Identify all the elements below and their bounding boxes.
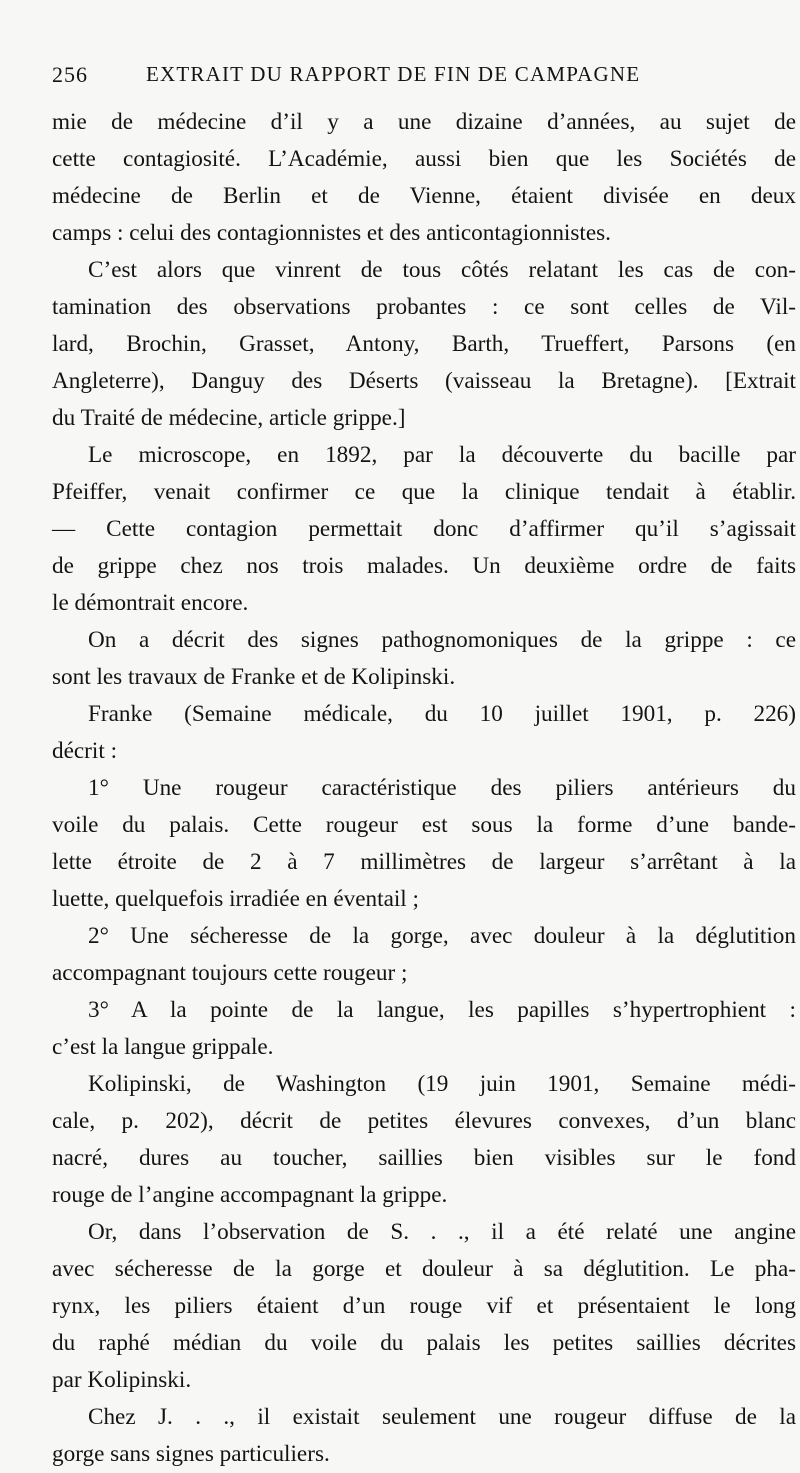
text-line: Franke (Semaine médicale, du 10 juillet 1901, p. 226) — [88, 701, 796, 727]
page-number: 256 — [52, 62, 88, 87]
text-line: décrit : — [52, 738, 118, 764]
text-line: Kolipinski, de Washington (19 juin 1901, Semaine médi- — [88, 1071, 796, 1097]
text-line: accompagnant toujours cette rougeur ; — [52, 960, 408, 986]
running-title: EXTRAIT DU RAPPORT DE FIN DE CAMPAGNE — [146, 62, 641, 86]
text-line: médecine de Berlin et de Vienne, étaient divisée en deux — [52, 183, 796, 209]
text-line: rouge de l’angine accompagnant la grippe. — [52, 1182, 448, 1208]
text-line: cette contagiosité. L’Académie, aussi bien que les Sociétés de — [52, 146, 796, 172]
page-header — [52, 62, 792, 92]
text-line: 2° Une sécheresse de la gorge, avec douleur à la déglutition — [88, 923, 796, 949]
text-line: On a décrit des signes pathognomoniques de la grippe : ce — [88, 627, 796, 653]
text-line: du Traité de médecine, article grippe.] — [52, 405, 406, 431]
text-line: gorge sans signes particuliers. — [52, 1441, 330, 1467]
text-line: rynx, les piliers étaient d’un rouge vif et présentaient le long — [52, 1293, 796, 1319]
text-line: voile du palais. Cette rougeur est sous la forme d’une bande- — [52, 812, 796, 838]
text-line: Angleterre), Danguy des Déserts (vaisseau la Bretagne). [Extrait — [52, 368, 796, 394]
text-line: tamination des observations probantes : ce sont celles de Vil- — [52, 294, 796, 320]
text-line: — Cette contagion permettait donc d’affirmer qu’il s’agissait — [52, 516, 796, 542]
text-line: du raphé médian du voile du palais les petites saillies décrites — [52, 1330, 796, 1356]
text-line: 1° Une rougeur caractéristique des piliers antérieurs du — [88, 775, 796, 801]
text-line: C’est alors que vinrent de tous côtés relatant les cas de con- — [88, 257, 796, 283]
text-line: Pfeiffer, venait confirmer ce que la clinique tendait à établir. — [52, 479, 796, 505]
text-line: Chez J. . ., il existait seulement une rougeur diffuse de la — [88, 1404, 796, 1430]
text-line: nacré, dures au toucher, saillies bien visibles sur le fond — [52, 1145, 796, 1171]
body-text — [52, 104, 796, 1473]
text-line: 3° A la pointe de la langue, les papilles s’hypertrophient : — [88, 997, 796, 1023]
text-line: par Kolipinski. — [52, 1367, 192, 1393]
text-line: cale, p. 202), décrit de petites élevures convexes, d’un blanc — [52, 1108, 796, 1134]
text-line: avec sécheresse de la gorge et douleur à sa déglutition. Le pha- — [52, 1256, 796, 1282]
text-line: luette, quelquefois irradiée en éventail ; — [52, 886, 419, 912]
text-line: de grippe chez nos trois malades. Un deuxième ordre de faits — [52, 553, 796, 579]
text-line: lard, Brochin, Grasset, Antony, Barth, Trueffert, Parsons (en — [52, 331, 796, 357]
text-line: Le microscope, en 1892, par la découverte du bacille par — [88, 442, 796, 468]
text-line: Or, dans l’observation de S. . ., il a été relaté une angine — [88, 1219, 796, 1245]
text-line: lette étroite de 2 à 7 millimètres de largeur s’arrêtant à la — [52, 849, 796, 875]
text-line: sont les travaux de Franke et de Kolipinski. — [52, 664, 456, 690]
text-line: camps : celui des contagionnistes et des anticontagionnistes. — [52, 220, 611, 246]
text-line: mie de médecine d’il y a une dizaine d’années, au sujet de — [52, 109, 796, 135]
text-line: le démontrait encore. — [52, 590, 249, 616]
text-line: c’est la langue grippale. — [52, 1034, 274, 1060]
